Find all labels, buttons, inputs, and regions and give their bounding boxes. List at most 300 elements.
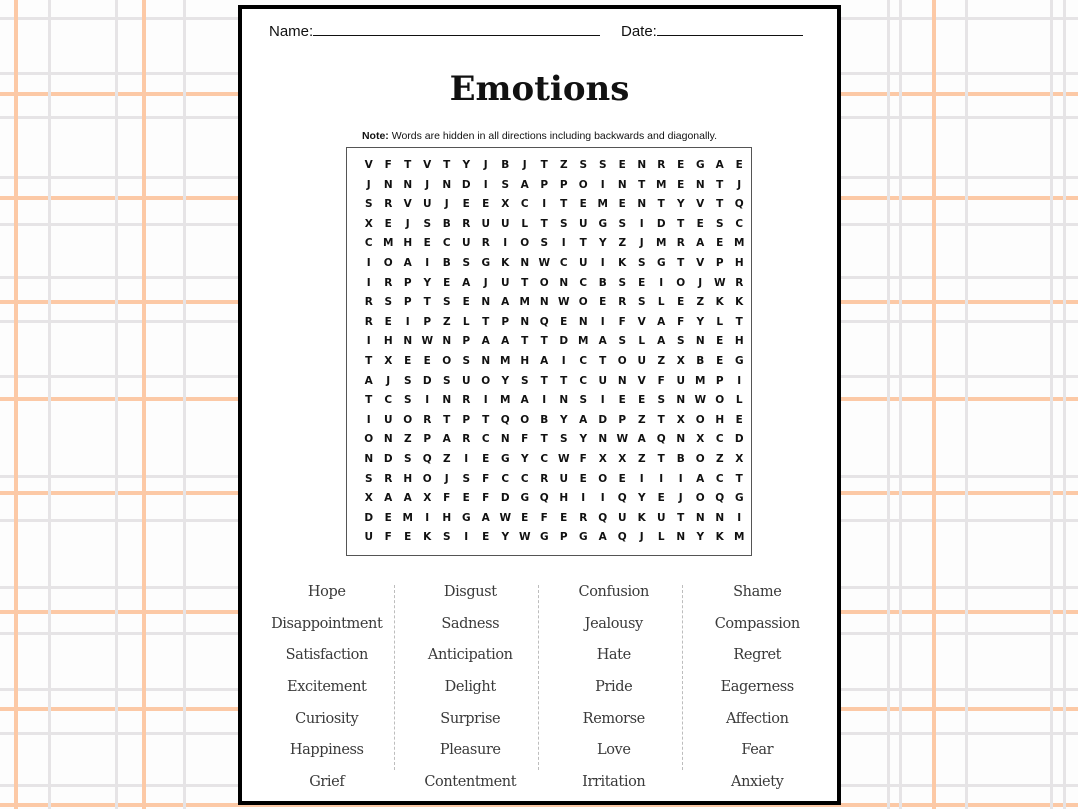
grid-letter[interactable]: F (482, 492, 490, 505)
grid-letter[interactable]: F (657, 374, 665, 387)
grid-letter[interactable]: R (364, 315, 373, 328)
grid-letter[interactable]: G (598, 217, 608, 230)
grid-letter[interactable]: E (560, 511, 568, 524)
grid-letter[interactable]: S (462, 354, 471, 367)
grid-letter[interactable]: Y (696, 315, 705, 328)
grid-letter[interactable]: N (539, 296, 549, 309)
grid-letter[interactable]: Z (403, 433, 412, 446)
grid-letter[interactable]: C (364, 237, 373, 250)
grid-letter[interactable]: C (540, 452, 549, 465)
grid-letter[interactable]: A (637, 433, 646, 446)
grid-letter[interactable]: V (637, 315, 646, 328)
grid-letter[interactable]: D (383, 452, 393, 465)
grid-letter[interactable]: A (384, 492, 393, 505)
grid-letter[interactable]: T (560, 198, 568, 211)
grid-letter[interactable]: U (656, 511, 666, 524)
grid-letter[interactable]: J (639, 531, 644, 544)
grid-letter[interactable]: S (442, 374, 451, 387)
grid-letter[interactable]: N (403, 178, 413, 191)
grid-letter[interactable]: I (366, 335, 371, 348)
grid-letter[interactable]: B (696, 354, 705, 367)
grid-letter[interactable]: R (462, 217, 471, 230)
grid-letter[interactable]: T (677, 511, 685, 524)
grid-letter[interactable]: E (404, 354, 412, 367)
grid-letter[interactable]: L (657, 531, 665, 544)
grid-letter[interactable]: G (695, 159, 705, 171)
grid-letter[interactable]: O (695, 452, 705, 465)
grid-letter[interactable]: G (578, 531, 588, 544)
grid-letter[interactable]: N (520, 315, 530, 328)
grid-letter[interactable]: T (716, 198, 724, 211)
grid-letter[interactable]: V (423, 159, 432, 171)
grid-letter[interactable]: N (520, 256, 530, 269)
grid-letter[interactable]: E (384, 511, 392, 524)
grid-letter[interactable]: U (578, 217, 588, 230)
grid-letter[interactable]: D (598, 413, 608, 426)
grid-letter[interactable]: T (540, 159, 548, 171)
grid-letter[interactable]: I (425, 256, 430, 269)
grid-letter[interactable]: T (735, 472, 743, 485)
grid-letter[interactable]: X (676, 413, 685, 426)
grid-letter[interactable]: D (559, 335, 569, 348)
grid-letter[interactable]: A (657, 315, 666, 328)
grid-letter[interactable]: W (518, 531, 531, 544)
grid-letter[interactable]: O (578, 178, 588, 191)
grid-letter[interactable]: S (618, 276, 627, 289)
grid-letter[interactable]: R (735, 276, 744, 289)
grid-letter[interactable]: O (539, 276, 549, 289)
grid-letter[interactable]: B (598, 276, 607, 289)
grid-letter[interactable]: A (696, 472, 705, 485)
grid-letter[interactable]: M (734, 237, 745, 250)
grid-letter[interactable]: W (421, 335, 434, 348)
grid-letter[interactable]: F (482, 472, 490, 485)
grid-letter[interactable]: J (737, 178, 742, 191)
grid-letter[interactable]: E (384, 315, 392, 328)
grid-letter[interactable]: N (559, 276, 569, 289)
grid-letter[interactable]: E (462, 492, 470, 505)
grid-letter[interactable]: T (579, 237, 587, 250)
grid-letter[interactable]: E (716, 354, 724, 367)
grid-letter[interactable]: U (364, 531, 374, 544)
grid-letter[interactable]: Y (579, 433, 588, 446)
grid-letter[interactable]: F (540, 511, 548, 524)
grid-letter[interactable]: W (616, 433, 629, 446)
grid-letter[interactable]: M (500, 354, 511, 367)
grid-letter[interactable]: L (657, 296, 665, 309)
grid-letter[interactable]: F (521, 433, 529, 446)
grid-letter[interactable]: I (366, 413, 371, 426)
grid-letter[interactable]: C (579, 276, 588, 289)
grid-letter[interactable]: K (715, 296, 724, 309)
grid-letter[interactable]: F (618, 315, 626, 328)
grid-letter[interactable]: E (423, 237, 431, 250)
grid-letter[interactable]: T (365, 354, 373, 367)
grid-letter[interactable]: M (656, 178, 667, 191)
grid-letter[interactable]: H (559, 492, 569, 505)
grid-letter[interactable]: U (578, 256, 588, 269)
grid-letter[interactable]: U (461, 237, 471, 250)
grid-letter[interactable]: C (579, 374, 588, 387)
grid-letter[interactable]: J (522, 159, 527, 171)
grid-letter[interactable]: U (676, 374, 686, 387)
grid-letter[interactable]: Q (617, 531, 627, 544)
grid-letter[interactable]: N (481, 296, 491, 309)
grid-letter[interactable]: P (462, 335, 471, 348)
grid-letter[interactable]: K (618, 256, 627, 269)
grid-letter[interactable]: H (442, 511, 452, 524)
grid-letter[interactable]: C (520, 198, 529, 211)
grid-letter[interactable]: X (384, 354, 393, 367)
grid-letter[interactable]: R (462, 433, 471, 446)
grid-letter[interactable]: Z (696, 296, 705, 309)
grid-letter[interactable]: T (657, 413, 665, 426)
grid-letter[interactable]: O (422, 472, 432, 485)
grid-letter[interactable]: G (481, 256, 491, 269)
grid-letter[interactable]: F (443, 492, 451, 505)
grid-letter[interactable]: S (637, 256, 646, 269)
grid-letter[interactable]: P (559, 178, 568, 191)
grid-letter[interactable]: Q (422, 452, 432, 465)
grid-letter[interactable]: E (384, 217, 392, 230)
grid-letter[interactable]: K (637, 511, 646, 524)
grid-letter[interactable]: A (462, 276, 471, 289)
grid-letter[interactable]: X (618, 452, 627, 465)
grid-letter[interactable]: S (501, 178, 510, 191)
grid-letter[interactable]: Y (520, 452, 529, 465)
grid-letter[interactable]: C (384, 394, 393, 407)
grid-letter[interactable]: D (734, 433, 744, 446)
grid-letter[interactable]: N (500, 433, 510, 446)
grid-letter[interactable]: J (444, 472, 449, 485)
name-field[interactable] (269, 21, 600, 40)
grid-letter[interactable]: C (715, 472, 724, 485)
grid-letter[interactable]: U (500, 276, 510, 289)
grid-letter[interactable]: S (598, 159, 607, 171)
grid-letter[interactable]: S (364, 472, 373, 485)
grid-letter[interactable]: C (735, 217, 744, 230)
date-blank-line[interactable] (657, 21, 803, 36)
grid-letter[interactable]: P (559, 531, 568, 544)
grid-letter[interactable]: Y (676, 198, 685, 211)
grid-letter[interactable]: A (579, 413, 588, 426)
grid-letter[interactable]: R (384, 276, 393, 289)
grid-letter[interactable]: O (520, 237, 530, 250)
grid-letter[interactable]: J (444, 198, 449, 211)
grid-letter[interactable]: I (659, 472, 664, 485)
grid-letter[interactable]: T (423, 296, 431, 309)
grid-letter[interactable]: E (657, 492, 665, 505)
grid-letter[interactable]: E (618, 198, 626, 211)
grid-letter[interactable]: O (676, 276, 686, 289)
grid-letter[interactable]: S (442, 531, 451, 544)
grid-letter[interactable]: Z (637, 452, 646, 465)
grid-letter[interactable]: L (521, 217, 529, 230)
grid-letter[interactable]: E (423, 354, 431, 367)
grid-letter[interactable]: S (579, 394, 588, 407)
grid-letter[interactable]: M (578, 335, 589, 348)
grid-letter[interactable]: Y (637, 492, 646, 505)
grid-letter[interactable]: S (540, 237, 549, 250)
grid-letter[interactable]: G (734, 492, 744, 505)
grid-letter[interactable]: O (364, 433, 374, 446)
grid-letter[interactable]: X (598, 452, 607, 465)
grid-letter[interactable]: U (559, 472, 569, 485)
grid-letter[interactable]: T (677, 217, 685, 230)
grid-letter[interactable]: N (383, 433, 393, 446)
grid-letter[interactable]: S (403, 394, 412, 407)
grid-letter[interactable]: B (442, 217, 451, 230)
grid-letter[interactable]: L (638, 335, 646, 348)
grid-letter[interactable]: R (618, 296, 627, 309)
grid-letter[interactable]: P (540, 178, 549, 191)
grid-letter[interactable]: H (520, 354, 530, 367)
grid-letter[interactable]: I (600, 178, 605, 191)
grid-letter[interactable]: Y (423, 276, 432, 289)
grid-letter[interactable]: A (501, 335, 510, 348)
grid-letter[interactable]: F (579, 452, 587, 465)
grid-letter[interactable]: E (462, 296, 470, 309)
grid-letter[interactable]: Y (501, 374, 510, 387)
grid-letter[interactable]: U (383, 413, 393, 426)
grid-letter[interactable]: A (501, 296, 510, 309)
grid-letter[interactable]: V (364, 159, 373, 171)
grid-letter[interactable]: P (423, 315, 432, 328)
grid-letter[interactable]: R (423, 413, 432, 426)
grid-letter[interactable]: N (442, 394, 452, 407)
grid-letter[interactable]: C (579, 354, 588, 367)
grid-letter[interactable]: V (403, 198, 412, 211)
grid-letter[interactable]: N (637, 159, 647, 171)
grid-letter[interactable]: O (520, 413, 530, 426)
grid-letter[interactable]: P (715, 256, 724, 269)
grid-letter[interactable]: C (442, 237, 451, 250)
grid-letter[interactable]: Q (598, 511, 608, 524)
grid-letter[interactable]: W (713, 276, 726, 289)
grid-letter[interactable]: B (540, 413, 549, 426)
grid-letter[interactable]: I (581, 492, 586, 505)
name-blank-line[interactable] (313, 21, 600, 36)
grid-letter[interactable]: N (578, 315, 588, 328)
grid-letter[interactable]: I (405, 315, 410, 328)
grid-letter[interactable]: A (481, 511, 490, 524)
grid-letter[interactable]: J (678, 492, 683, 505)
grid-letter[interactable]: I (659, 276, 664, 289)
grid-letter[interactable]: N (715, 511, 725, 524)
grid-letter[interactable]: R (676, 237, 685, 250)
grid-letter[interactable]: M (519, 296, 530, 309)
grid-letter[interactable]: E (579, 198, 587, 211)
grid-letter[interactable]: U (598, 374, 608, 387)
grid-letter[interactable]: N (676, 531, 686, 544)
grid-letter[interactable]: E (677, 159, 685, 171)
grid-letter[interactable]: Y (696, 531, 705, 544)
grid-letter[interactable]: Y (559, 413, 568, 426)
grid-letter[interactable]: O (598, 472, 608, 485)
grid-letter[interactable]: W (538, 256, 551, 269)
grid-letter[interactable]: D (500, 492, 510, 505)
grid-letter[interactable]: E (579, 472, 587, 485)
grid-letter[interactable]: M (500, 394, 511, 407)
grid-letter[interactable]: Q (734, 198, 744, 211)
grid-letter[interactable]: D (656, 217, 666, 230)
grid-letter[interactable]: I (425, 511, 430, 524)
grid-letter[interactable]: N (403, 335, 413, 348)
grid-letter[interactable]: Q (715, 492, 725, 505)
grid-letter[interactable]: A (715, 159, 724, 171)
grid-letter[interactable]: G (520, 492, 530, 505)
grid-letter[interactable]: C (715, 433, 724, 446)
grid-letter[interactable]: S (423, 217, 432, 230)
grid-letter[interactable]: E (735, 159, 743, 171)
grid-letter[interactable]: E (638, 394, 646, 407)
grid-letter[interactable]: Y (598, 237, 607, 250)
grid-letter[interactable]: Y (501, 531, 510, 544)
grid-letter[interactable]: I (678, 472, 683, 485)
grid-letter[interactable]: E (404, 531, 412, 544)
grid-letter[interactable]: Z (442, 315, 451, 328)
grid-letter[interactable]: I (561, 354, 566, 367)
grid-letter[interactable]: O (578, 296, 588, 309)
grid-letter[interactable]: S (559, 433, 568, 446)
grid-letter[interactable]: E (599, 296, 607, 309)
grid-letter[interactable]: G (539, 531, 549, 544)
grid-letter[interactable]: F (384, 531, 392, 544)
grid-letter[interactable]: T (482, 413, 490, 426)
grid-letter[interactable]: R (657, 159, 666, 171)
grid-letter[interactable]: R (364, 296, 373, 309)
grid-letter[interactable]: T (657, 198, 665, 211)
grid-letter[interactable]: I (464, 531, 469, 544)
grid-letter[interactable]: I (425, 394, 430, 407)
grid-letter[interactable]: A (481, 335, 490, 348)
grid-letter[interactable]: K (423, 531, 432, 544)
grid-letter[interactable]: J (483, 159, 488, 171)
grid-letter[interactable]: J (483, 276, 488, 289)
grid-letter[interactable]: P (423, 433, 432, 446)
grid-letter[interactable]: E (482, 531, 490, 544)
grid-letter[interactable]: L (735, 394, 743, 407)
grid-letter[interactable]: W (694, 394, 707, 407)
grid-letter[interactable]: E (716, 335, 724, 348)
grid-letter[interactable]: A (598, 531, 607, 544)
grid-letter[interactable]: T (735, 315, 743, 328)
grid-letter[interactable]: N (598, 433, 608, 446)
grid-letter[interactable]: K (735, 296, 744, 309)
grid-letter[interactable]: G (734, 354, 744, 367)
grid-letter[interactable]: T (560, 374, 568, 387)
grid-letter[interactable]: T (540, 374, 548, 387)
grid-letter[interactable]: I (366, 256, 371, 269)
grid-letter[interactable]: U (422, 198, 432, 211)
grid-letter[interactable]: S (384, 296, 393, 309)
grid-letter[interactable]: U (617, 511, 627, 524)
grid-letter[interactable]: S (676, 335, 685, 348)
grid-letter[interactable]: S (559, 217, 568, 230)
grid-letter[interactable]: E (560, 315, 568, 328)
grid-letter[interactable]: O (383, 256, 393, 269)
grid-letter[interactable]: P (501, 315, 510, 328)
grid-letter[interactable]: P (618, 413, 627, 426)
grid-letter[interactable]: E (482, 198, 490, 211)
grid-letter[interactable]: I (600, 492, 605, 505)
grid-letter[interactable]: N (695, 178, 705, 191)
grid-letter[interactable]: O (403, 413, 413, 426)
grid-letter[interactable]: A (520, 394, 529, 407)
grid-letter[interactable]: T (443, 413, 451, 426)
grid-letter[interactable]: S (520, 374, 529, 387)
grid-letter[interactable]: S (403, 452, 412, 465)
grid-letter[interactable]: G (500, 452, 510, 465)
grid-letter[interactable]: T (540, 217, 548, 230)
grid-letter[interactable]: M (695, 374, 706, 387)
grid-letter[interactable]: E (482, 452, 490, 465)
grid-letter[interactable]: W (557, 452, 570, 465)
grid-letter[interactable]: I (639, 472, 644, 485)
grid-letter[interactable]: S (579, 159, 588, 171)
grid-letter[interactable]: G (656, 256, 666, 269)
grid-letter[interactable]: A (364, 374, 373, 387)
grid-letter[interactable]: D (461, 178, 471, 191)
grid-letter[interactable]: I (483, 178, 488, 191)
grid-letter[interactable]: F (677, 315, 685, 328)
grid-letter[interactable]: X (423, 492, 432, 505)
grid-letter[interactable]: U (637, 354, 647, 367)
grid-letter[interactable]: B (442, 256, 451, 269)
grid-letter[interactable]: H (734, 335, 744, 348)
grid-letter[interactable]: N (695, 335, 705, 348)
grid-letter[interactable]: O (617, 354, 627, 367)
grid-letter[interactable]: E (696, 217, 704, 230)
grid-letter[interactable]: E (677, 296, 685, 309)
grid-letter[interactable]: X (501, 198, 510, 211)
grid-letter[interactable]: R (481, 237, 490, 250)
grid-letter[interactable]: C (481, 433, 490, 446)
grid-letter[interactable]: S (618, 335, 627, 348)
grid-letter[interactable]: J (366, 178, 371, 191)
grid-letter[interactable]: O (695, 492, 705, 505)
grid-letter[interactable]: W (557, 296, 570, 309)
grid-letter[interactable]: A (598, 335, 607, 348)
grid-letter[interactable]: O (481, 374, 491, 387)
grid-letter[interactable]: L (462, 315, 470, 328)
grid-letter[interactable]: Q (617, 492, 627, 505)
grid-letter[interactable]: J (405, 217, 410, 230)
grid-letter[interactable]: J (639, 237, 644, 250)
grid-letter[interactable]: G (461, 511, 471, 524)
grid-letter[interactable]: L (716, 315, 724, 328)
grid-letter[interactable]: R (579, 511, 588, 524)
grid-letter[interactable]: W (499, 511, 512, 524)
grid-letter[interactable]: S (462, 256, 471, 269)
grid-letter[interactable]: A (657, 335, 666, 348)
grid-letter[interactable]: S (637, 296, 646, 309)
grid-letter[interactable]: I (737, 511, 742, 524)
grid-letter[interactable]: X (676, 354, 685, 367)
grid-letter[interactable]: I (639, 217, 644, 230)
grid-letter[interactable]: S (442, 296, 451, 309)
grid-letter[interactable]: V (637, 374, 646, 387)
grid-letter[interactable]: T (482, 315, 490, 328)
grid-letter[interactable]: V (696, 256, 705, 269)
grid-letter[interactable]: E (618, 394, 626, 407)
grid-letter[interactable]: Z (442, 452, 451, 465)
grid-letter[interactable]: O (695, 413, 705, 426)
grid-letter[interactable]: I (542, 394, 547, 407)
grid-letter[interactable]: T (657, 452, 665, 465)
grid-letter[interactable]: S (364, 198, 373, 211)
grid-letter[interactable]: E (618, 472, 626, 485)
